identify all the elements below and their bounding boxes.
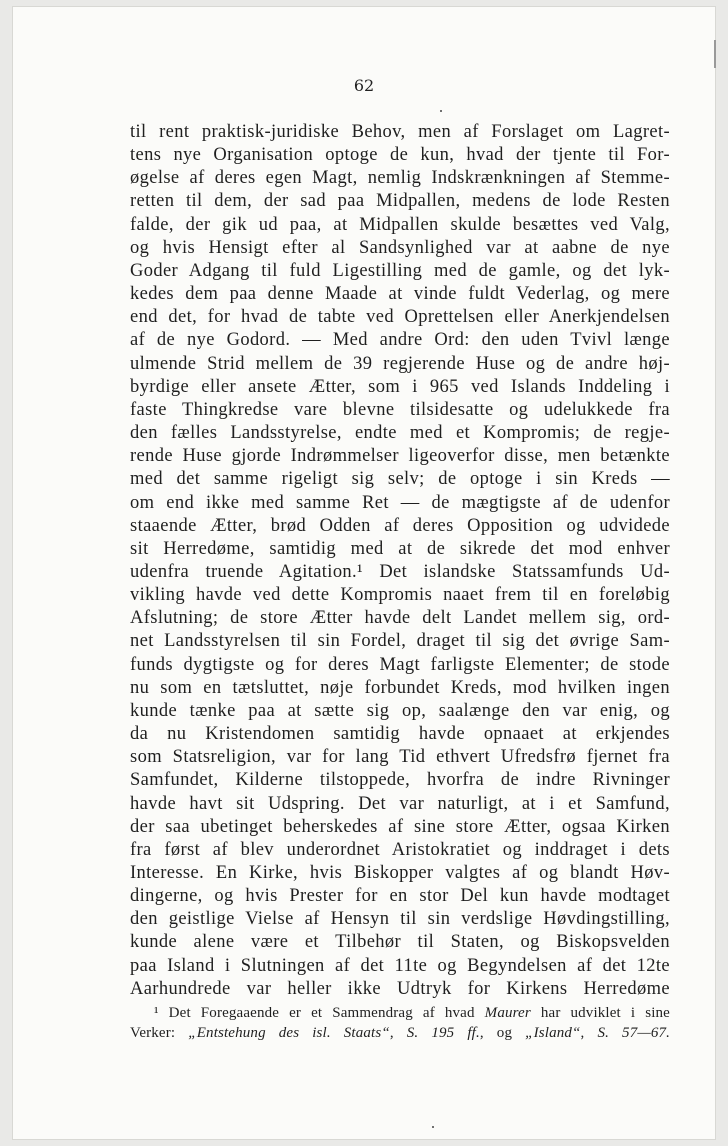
- text-line: om end ikke med samme Ret — de mægtigste af de udenfor: [130, 492, 670, 513]
- text-line: Afslutning; de store Ætter havde delt Landet mellem sig, ord-: [130, 608, 670, 629]
- text-line: og hvis Hensigt efter al Sandsynlighed var at aabne de nye: [130, 237, 670, 258]
- text-line: dingerne, og hvis Prester for en stor Del kun havde modtaget: [130, 886, 670, 907]
- ink-speck: [440, 110, 442, 112]
- text-line: ulmende Strid mellem de 39 regjerende Huse og de andre høj-: [130, 353, 670, 374]
- text-line: net Landsstyrelsen til sin Fordel, draget til sig det øvrige Sam-: [130, 631, 670, 652]
- text-line: Interesse. En Kirke, hvis Biskopper valgtes af og blandt Høv-: [130, 863, 670, 883]
- text-line: da nu Kristendomen samtidig havde opnaaet at erkjendes: [130, 724, 670, 745]
- text-line: som Statsreligion, var for lang Tid ethvert Ufredsfrø fjernet fra: [130, 747, 670, 768]
- text-line: Samfundet, Kilderne tilstoppede, hvorfra de indre Rivninger: [130, 770, 670, 791]
- text-line: fra først af blev underordnet Aristokratiet og inddraget i dets: [130, 839, 670, 860]
- page-number: 62: [353, 76, 375, 95]
- text-line: kunde tænke paa at sætte sig op, saalænge den var enig, og: [130, 700, 670, 721]
- text-line: paa Island i Slutningen af det 11te og Begyndelsen af det 12te: [130, 955, 670, 976]
- body-text: [130, 121, 670, 1001]
- text-line: falde, der gik ud paa, at Midpallen skulde besættes ved Valg,: [130, 214, 670, 235]
- footnote-line: ¹ Det Foregaaende er et Sammendrag af hvad Maurer har udviklet i sine: [154, 1005, 670, 1021]
- text-line: den geistlige Vielse af Hensyn til sin verdslige Høvdingstilling,: [130, 909, 670, 930]
- ink-speck: [432, 1126, 434, 1128]
- text-line: nu som en tætsluttet, nøje forbundet Kreds, mod hvilken ingen: [130, 677, 670, 698]
- text-line: staaende Ætter, brød Odden af deres Opposition og udvidede: [130, 515, 670, 536]
- text-line: kunde alene være et Tilbehør til Staten, og Biskopsvelden: [130, 932, 670, 953]
- text-line: kedes dem paa denne Maade at vinde fuldt Vederlag, og mere: [130, 284, 670, 305]
- text-line: faste Thingkredse vare blevne tilsidesatte og udelukkede fra: [130, 399, 670, 420]
- text-line: sit Herredøme, samtidig med at de sikrede det mod enhver: [130, 538, 670, 559]
- text-line: øgelse af deres egen Magt, nemlig Indskrænkningen af Stemme-: [130, 168, 670, 189]
- text-line: Aarhundrede var heller ikke Udtryk for Kirkens Herredøme: [130, 978, 670, 999]
- footnote: [130, 1003, 670, 1043]
- text-line: den fælles Landsstyrelse, endte med et Kompromis; de regje-: [130, 423, 670, 444]
- text-line: af de nye Godord. — Med andre Ord: den uden Tvivl længe: [130, 330, 670, 351]
- text-line: udenfra truende Agitation.¹ Det islandske Statssamfunds Ud-: [130, 561, 670, 582]
- page-edge-mark: [714, 40, 716, 68]
- text-line: der saa ubetinget beherskedes af sine store Ætter, ogsaa Kirken: [130, 816, 670, 837]
- text-line: tens nye Organisation optoge de kun, hvad der tjente til For-: [130, 145, 670, 166]
- text-line: rende Huse gjorde Indrømmelser ligeoverfor disse, men betænkte: [130, 446, 670, 467]
- text-line: funds dygtigste og for deres Magt farligste Elementer; de stode: [130, 654, 670, 675]
- text-line: til rent praktisk-juridiske Behov, men af Forslaget om Lagret-: [130, 122, 670, 142]
- text-line: retten til dem, der sad paa Midpallen, medens de lode Resten: [130, 191, 670, 212]
- text-line: byrdige eller ansete Ætter, som i 965 ved Islands Inddeling i: [130, 376, 670, 397]
- text-line: Goder Adgang til fuld Ligestilling med de gamle, og det lyk-: [130, 260, 670, 281]
- text-line: med det samme rigeligt sig selv; de optoge i sin Kreds —: [130, 469, 670, 490]
- book-page: [12, 6, 716, 1140]
- text-line: havde havt sit Udspring. Det var naturligt, at i et Samfund,: [130, 793, 670, 814]
- footnote-line: Verker: „Entstehung des isl. Staats“, S. 195 ff., og „Island“, S. 57—67.: [130, 1025, 671, 1041]
- text-line: end det, for hvad de tabte ved Oprettelsen eller Anerkjendelsen: [130, 307, 670, 328]
- text-line: vikling havde ved dette Kompromis naaet frem til en foreløbig: [130, 585, 670, 606]
